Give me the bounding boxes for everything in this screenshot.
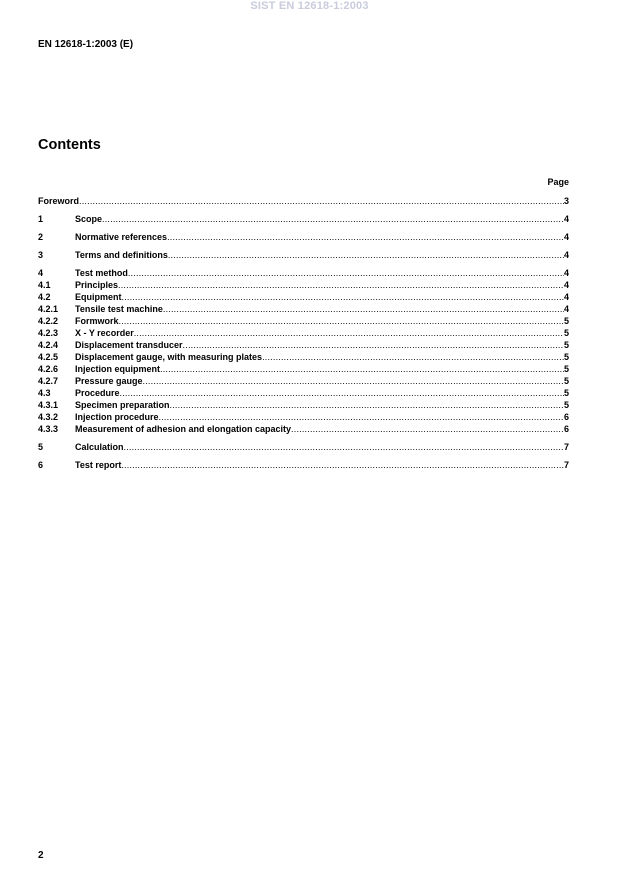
page-number: 2 (38, 850, 44, 861)
toc-dot-leader (170, 399, 564, 411)
toc-entry-title[interactable]: Injection procedure (75, 412, 159, 422)
toc-dot-leader (143, 375, 564, 387)
toc-entry[interactable] (38, 387, 569, 399)
toc-dot-leader (128, 267, 564, 279)
toc-entry[interactable] (38, 231, 569, 243)
toc-entry-page: 4 (563, 292, 569, 302)
toc-entry-page: 5 (563, 328, 569, 338)
toc-entry-title[interactable]: Tensile test machine (75, 304, 163, 314)
toc-dot-leader (102, 213, 564, 225)
toc-entry-title[interactable]: Specimen preparation (75, 400, 170, 410)
toc-entry-page: 3 (563, 196, 569, 206)
toc-entry-page: 4 (563, 232, 569, 242)
toc-dot-leader (124, 441, 564, 453)
toc-entry[interactable] (38, 213, 569, 225)
toc-entry-number: 4 (38, 268, 44, 278)
toc-dot-leader (121, 459, 564, 471)
toc-entry[interactable] (38, 195, 569, 207)
toc-entry-number: 4.2.6 (38, 364, 59, 374)
toc-entry[interactable] (38, 327, 569, 339)
toc-entry-page: 4 (563, 268, 569, 278)
toc-entry-title[interactable]: Formwork (75, 316, 119, 326)
toc-entry[interactable] (38, 459, 569, 471)
toc-entry[interactable] (38, 291, 569, 303)
toc-entry-title[interactable]: Test report (75, 460, 122, 470)
toc-entry-page: 6 (563, 424, 569, 434)
toc-entry-page: 4 (563, 304, 569, 314)
toc-dot-leader (119, 315, 564, 327)
toc-entry-page: 7 (563, 442, 569, 452)
toc-entry-title[interactable]: Scope (75, 214, 103, 224)
toc-entry-title[interactable]: Principles (75, 280, 119, 290)
contents-heading: Contents (38, 137, 101, 153)
toc-entry-page: 6 (563, 412, 569, 422)
toc-entry[interactable] (38, 351, 569, 363)
toc-entry-page: 5 (563, 340, 569, 350)
toc-entry-page: 5 (563, 388, 569, 398)
toc-entry-number: 6 (38, 460, 44, 470)
toc-entry-title[interactable]: Displacement gauge, with measuring plates (75, 352, 263, 362)
toc-entry-title[interactable]: Calculation (75, 442, 124, 452)
document-id: EN 12618-1:2003 (E) (38, 39, 134, 50)
toc-entry-number: 4.2.3 (38, 328, 59, 338)
toc-entry[interactable] (38, 399, 569, 411)
toc-entry-number: 1 (38, 214, 44, 224)
toc-entry[interactable] (38, 363, 569, 375)
toc-entry[interactable] (38, 279, 569, 291)
toc-entry-page: 4 (563, 214, 569, 224)
toc-dot-leader (168, 249, 564, 261)
toc-dot-leader (134, 327, 564, 339)
toc-entry[interactable] (38, 339, 569, 351)
toc-entry-number: 4.2 (38, 292, 51, 302)
watermark: SIST EN 12618-1:2003 (250, 0, 369, 12)
toc-dot-leader (262, 351, 564, 363)
toc-dot-leader (183, 339, 564, 351)
toc-entry-number: 4.3.2 (38, 412, 59, 422)
toc-entry[interactable] (38, 303, 569, 315)
toc-entry-title[interactable]: Terms and definitions (75, 250, 168, 260)
toc-entry-title[interactable]: X - Y recorder (75, 328, 134, 338)
toc-entry-page: 4 (563, 280, 569, 290)
toc-dot-leader (167, 231, 564, 243)
toc-entry[interactable] (38, 441, 569, 453)
toc-entry[interactable] (38, 267, 569, 279)
toc-entry-title[interactable]: Procedure (75, 388, 120, 398)
toc-entry-number: 4.2.5 (38, 352, 59, 362)
toc-entry-page: 5 (563, 352, 569, 362)
toc-entry-number: 4.3 (38, 388, 51, 398)
toc-entry-title[interactable]: Foreword (38, 196, 80, 206)
toc-dot-leader (163, 303, 564, 315)
toc-entry-number: 2 (38, 232, 44, 242)
toc-entry-title[interactable]: Measurement of adhesion and elongation capacity (75, 424, 292, 434)
toc-entry-page: 7 (563, 460, 569, 470)
toc-entry[interactable] (38, 411, 569, 423)
toc-dot-leader (159, 411, 564, 423)
toc-entry-title[interactable]: Test method (75, 268, 128, 278)
toc-dot-leader (291, 423, 564, 435)
toc-entry-page: 5 (563, 376, 569, 386)
toc-entry[interactable] (38, 423, 569, 435)
toc-entry-title[interactable]: Equipment (75, 292, 122, 302)
toc-entry-number: 4.2.4 (38, 340, 59, 350)
toc-entry-title[interactable]: Pressure gauge (75, 376, 143, 386)
page-column-label: Page (547, 177, 569, 187)
toc-dot-leader (120, 387, 564, 399)
toc-entry-title[interactable]: Displacement transducer (75, 340, 183, 350)
toc-entry-number: 4.1 (38, 280, 51, 290)
toc-entry-page: 5 (563, 400, 569, 410)
toc-dot-leader (122, 291, 564, 303)
toc-entry-page: 5 (563, 364, 569, 374)
toc-entry[interactable] (38, 249, 569, 261)
toc-entry-number: 4.2.7 (38, 376, 59, 386)
toc-entry-number: 4.3.3 (38, 424, 59, 434)
toc-dot-leader (160, 363, 564, 375)
toc-entry-number: 4.3.1 (38, 400, 59, 410)
toc-entry-number: 4.2.1 (38, 304, 59, 314)
toc-entry-title[interactable]: Injection equipment (75, 364, 161, 374)
toc-entry-number: 5 (38, 442, 44, 452)
toc-entry-number: 3 (38, 250, 44, 260)
toc-entry[interactable] (38, 315, 569, 327)
toc-dot-leader (79, 195, 564, 207)
toc-entry-number: 4.2.2 (38, 316, 59, 326)
toc-dot-leader (118, 279, 564, 291)
toc-entry-page: 4 (563, 250, 569, 260)
toc-entry-title[interactable]: Normative references (75, 232, 168, 242)
toc-entry[interactable] (38, 375, 569, 387)
toc-entry-page: 5 (563, 316, 569, 326)
